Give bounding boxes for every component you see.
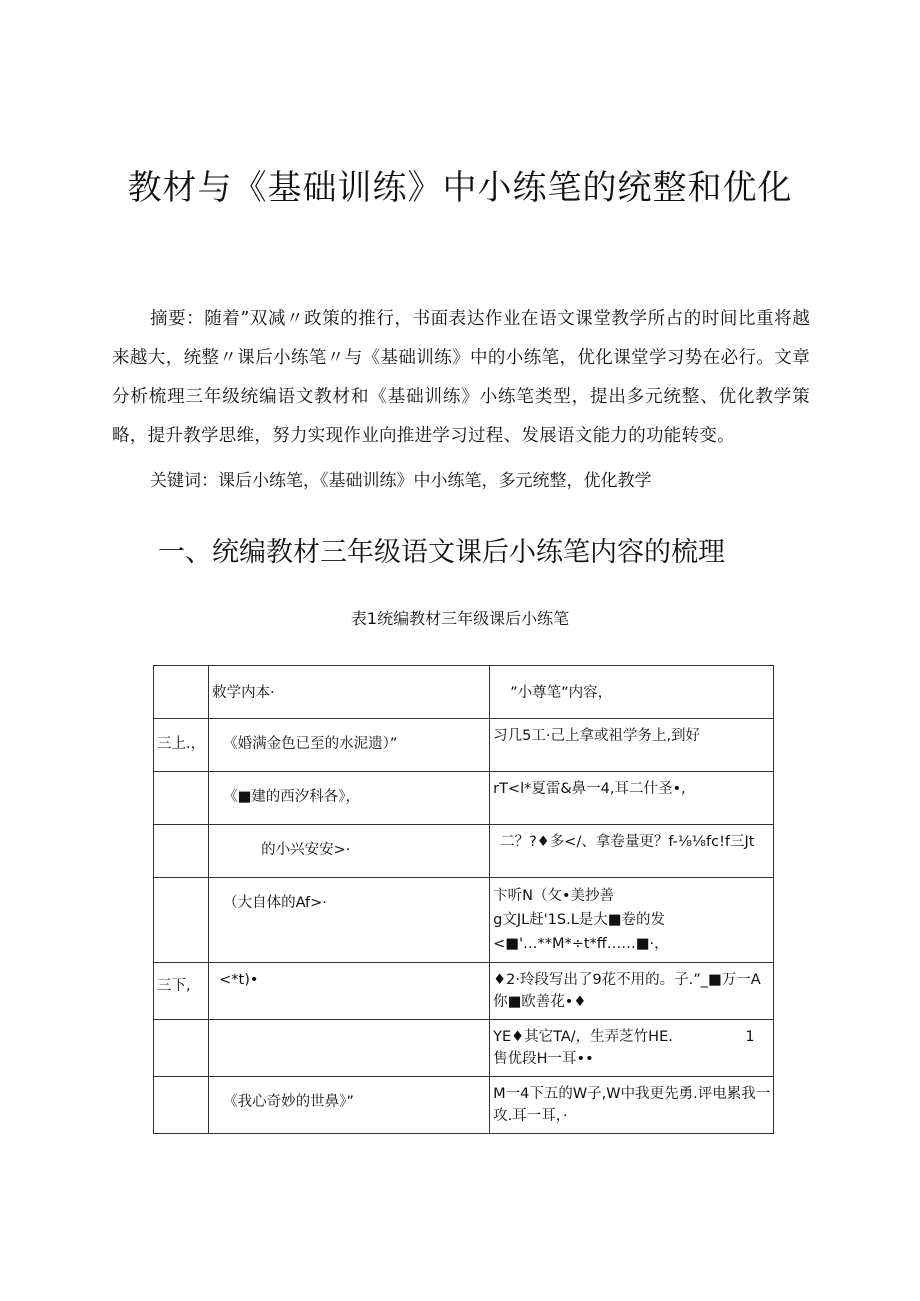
content-line: <■'…**M*÷t*ff……■·， (493, 936, 669, 952)
content-line: 你■欧善花•♦ (493, 994, 587, 1010)
grade-cell (154, 878, 209, 963)
section-heading: 一、统编教材三年级语文课后小练笔内容的梳理 (158, 537, 725, 568)
lesson-cell: <*t)• (209, 963, 490, 1020)
lesson-cell: 的小兴安安>· (209, 825, 490, 878)
grade-cell: 三上.， (154, 719, 209, 772)
lesson-cell: （大自体的Af>· (209, 878, 490, 963)
lesson-cell: 《我心奇妙的世鼻》” (209, 1077, 490, 1134)
lesson-cell (209, 1020, 490, 1077)
header-cell-grade (154, 666, 209, 719)
content-cell (490, 825, 774, 878)
grade-cell (154, 1077, 209, 1134)
table-row (154, 963, 774, 1020)
grade-cell (154, 825, 209, 878)
document-title: 教材与《基础训练》中小练笔的统整和优化 (127, 168, 793, 208)
content-line: 习几5工·己上拿或祖学务上,到好 (493, 728, 701, 744)
content-line: YE♦其它TA/，生弄芝竹HE. 1 (493, 1029, 755, 1045)
content-line: g文JL赶'1S.L是大■卷的发 (493, 912, 665, 928)
content-line: rT<l*夏雷&鼻一4,耳二什圣•, (493, 781, 686, 797)
content-cell (490, 719, 774, 772)
content-cell (490, 878, 774, 963)
practice-table (153, 665, 774, 1134)
table-caption: 表1统编教材三年级课后小练笔 (350, 609, 570, 628)
header-cell-lesson: 敕学内本· (209, 666, 490, 719)
table-row (154, 878, 774, 963)
content-cell (490, 772, 774, 825)
content-line: 售优段H一耳•• (493, 1051, 594, 1067)
content-line: M一4下五的W子,W中我更先勇.评电累我一 (493, 1086, 771, 1102)
table-row (154, 825, 774, 878)
table-row (154, 1020, 774, 1077)
content-line: 二？?♦多</、拿卷量更？f-⅛⅛fc!f三Jt (500, 834, 755, 850)
content-line: 攻.耳一耳，· (493, 1108, 568, 1124)
abstract-paragraph: 摘要：随着”双减〃政策的推行，书面表达作业在语文课堂教学所占的时间比重将越来越大，统整〃课后小练笔〃与《基础训练》中的小练笔，优化课堂学习势在必行。文章分析梳理三年级统编语文教材和《基础训练》小练笔类型，提出多元统整、优化教学策略，提升教学思维，努力实现作业向推进学习过程、发展语文能力的功能转变。 (112, 309, 810, 446)
content-cell (490, 963, 774, 1020)
grade-cell: 三下, (154, 963, 209, 1020)
content-cell (490, 1020, 774, 1077)
grade-cell (154, 1020, 209, 1077)
lesson-cell: 《婚满金色已至的水泥遗）” (209, 719, 490, 772)
content-line: 卞听N（攵•美抄善 (493, 888, 615, 904)
table-row (154, 1077, 774, 1134)
header-cell-content: ”小尊笔”内容， (490, 666, 774, 719)
table-row (154, 772, 774, 825)
content-cell (490, 1077, 774, 1134)
grade-cell (154, 772, 209, 825)
table-header-row (154, 666, 774, 719)
keywords-line: 关键词：课后小练笔，《基础训练》中小练笔，多元统整，优化教学 (150, 471, 652, 491)
lesson-cell: 《■建的西汐科各》， (209, 772, 490, 825)
table-row (154, 719, 774, 772)
content-line: ♦2·玲段写出了9花不用的。子.”_■万一A (493, 972, 761, 988)
